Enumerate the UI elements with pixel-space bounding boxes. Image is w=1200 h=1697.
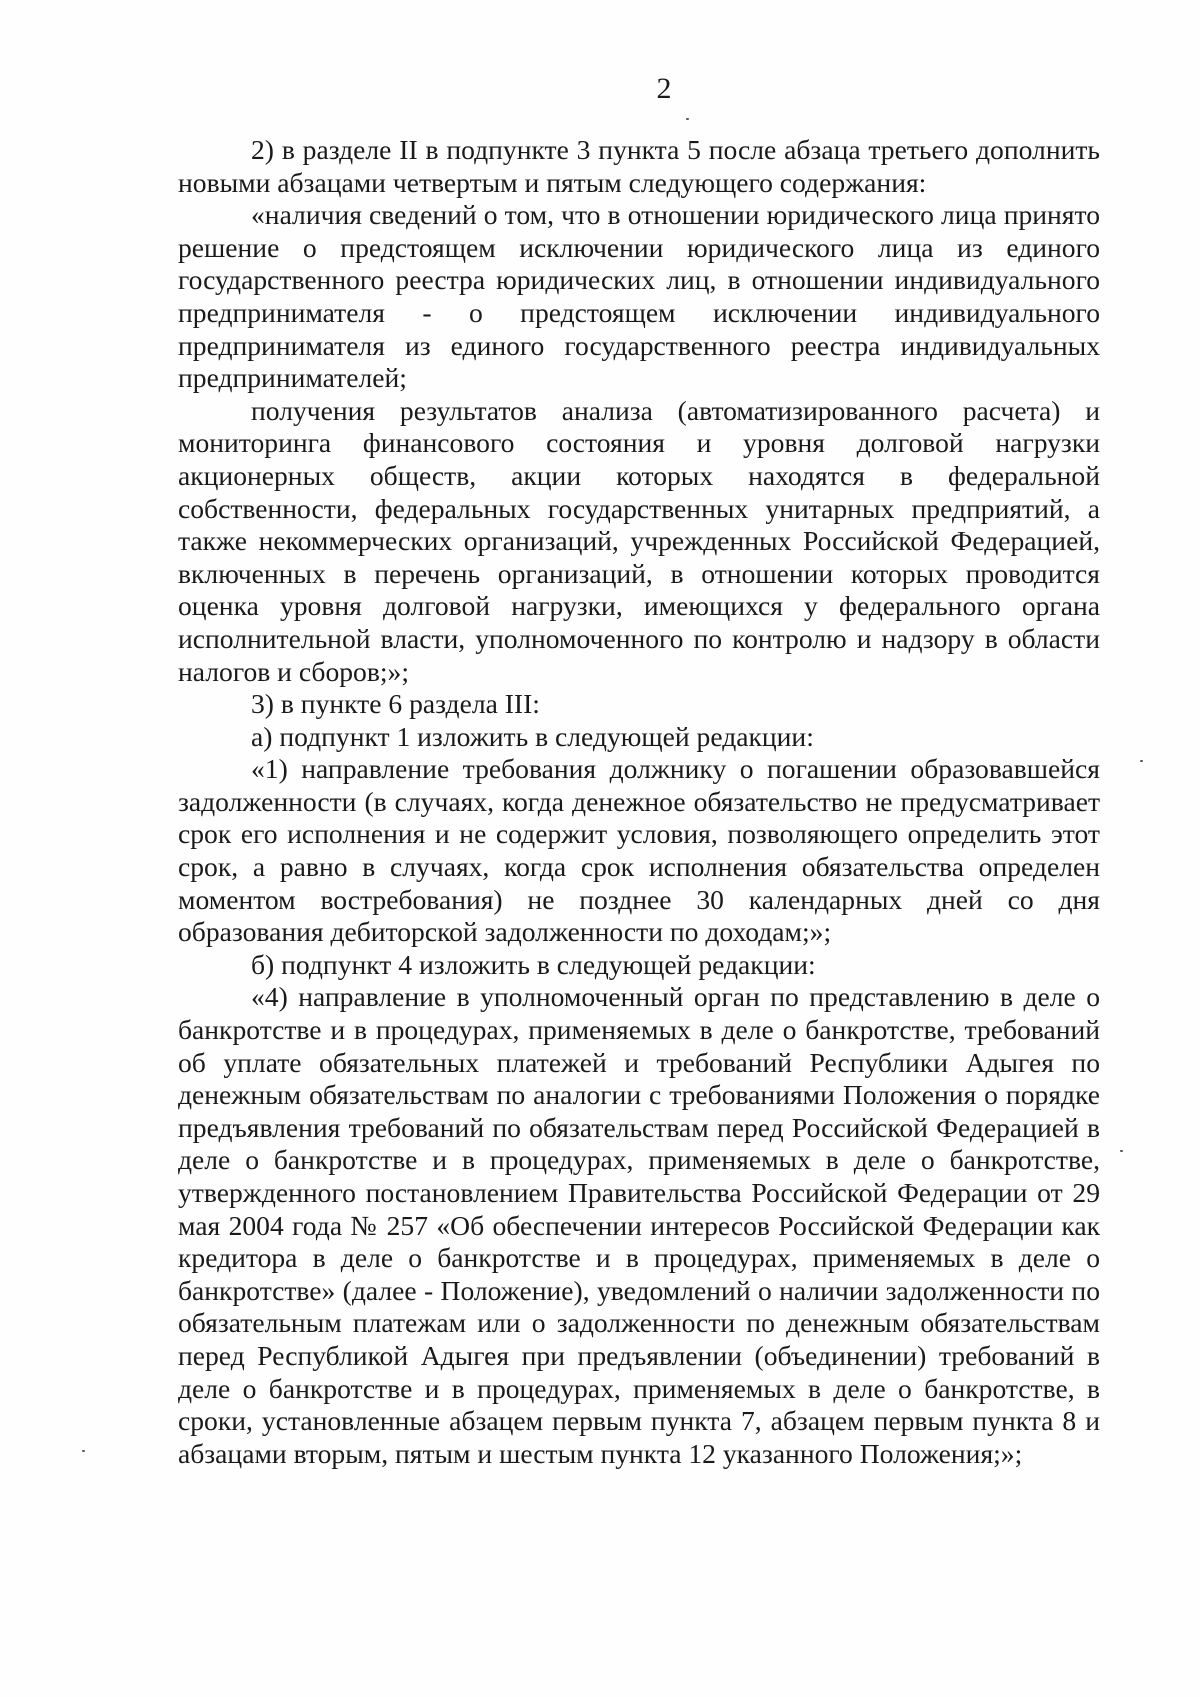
paragraph-item-2: 2) в разделе II в подпункте 3 пункта 5 после абзаца третьего дополнить новыми абзацами четвертым и пятым следующего содержания: bbox=[178, 134, 1100, 198]
paragraph-analysis-results: получения результатов анализа (автоматизированного расчета) и мониторинга финансового состояния и уровня долговой нагрузки акционерных обществ, акции которых находятся в федеральной собственности, федеральных государственных унитарных предприятий, а также некоммерческих организаций, учрежденных Российской Федерацией, включенных в перечень организаций, в отношении которых проводится оценка уровня долговой нагрузки, имеющихся у федерального органа исполнительной власти, уполномоченного по контролю и надзору в области налогов и сборов;»; bbox=[178, 394, 1100, 687]
scan-speck bbox=[82, 1450, 85, 1452]
paragraph-subitem-b: б) подпункт 4 изложить в следующей редакции: bbox=[251, 948, 816, 980]
document-body bbox=[178, 134, 1100, 1470]
scan-speck bbox=[1140, 760, 1143, 762]
paragraph-item-3: 3) в пункте 6 раздела III: bbox=[251, 688, 540, 720]
paragraph-quote-subitem-4: «4) направление в уполномоченный орган по представлению в деле о банкротстве и в процедурах, применяемых в деле о банкротстве, требований об уплате обязательных платежей и требований Республики Адыгея по денежным обязательствам по аналогии с требованиями Положения о порядке предъявления требований по обязательствам перед Российской Федерацией в деле о банкротстве и в процедурах, применяемых в деле о банкротстве, утвержденного постановлением Правительства Российской Федерации от 29 мая 2004 года № 257 «Об обеспечении интересов Российской Федерации как кредитора в деле о банкротстве и в процедурах, применяемых в деле о банкротстве» (далее - Положение), уведомлений о наличии задолженности по обязательным платежам или о задолженности по денежным обязательствам перед Республикой Адыгея при предъявлении (объединении) требований в деле о банкротстве и в процедурах, применяемых в деле о банкротстве, в сроки, установленные абзацем первым пункта 7, абзацем первым пункта 8 и абзацами вторым, пятым и шестым пункта 12 указанного Положения;»; bbox=[178, 981, 1100, 1469]
paragraph-subitem-a: а) подпункт 1 изложить в следующей редакции: bbox=[251, 720, 814, 752]
scan-speck bbox=[686, 118, 689, 120]
page-number: 2 bbox=[656, 72, 672, 105]
paragraph-quote-legal-entity-exclusion: «наличия сведений о том, что в отношении юридического лица принято решение о предстоящем исключении юридического лица из единого государственного реестра юридических лиц, в отношении индивидуального предпринимателя - о предстоящем исключении индивидуального предпринимателя из единого государственного реестра индивидуальных предпринимателей; bbox=[178, 199, 1100, 394]
paragraph-quote-subitem-1: «1) направление требования должнику о погашении образовавшейся задолженности (в случаях, когда денежное обязательство не предусматривает срок его исполнения и не содержит условия, позволяющего определить этот срок, а равно в случаях, когда срок исполнения обязательства определен моментом востребования) не позднее 30 календарных дней со дня образования дебиторской задолженности по доходам;»; bbox=[178, 753, 1100, 948]
scan-speck bbox=[1120, 1150, 1123, 1152]
